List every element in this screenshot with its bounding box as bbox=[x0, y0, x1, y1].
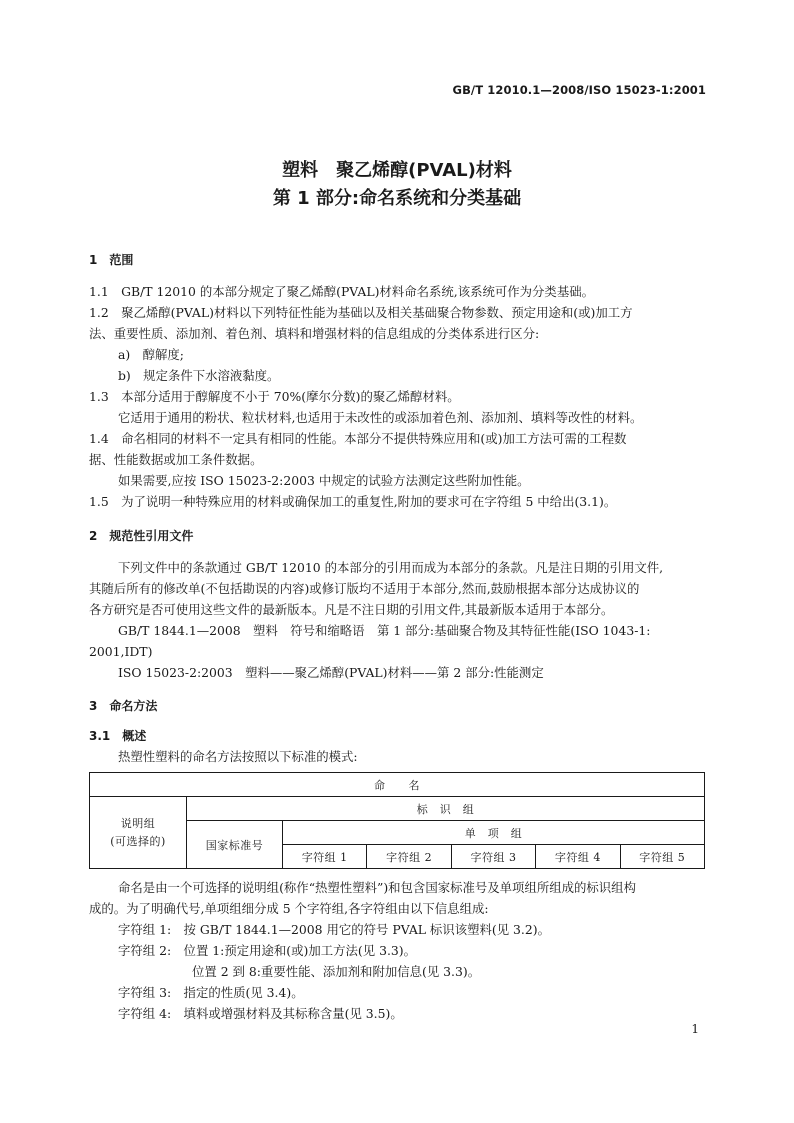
table-description-group bbox=[90, 797, 187, 869]
section-2-para-line-3: 各方研究是否可使用这些文件的最新版本。凡是不注日期的引用文件,其最新版本适用于本部分。 bbox=[89, 602, 614, 617]
clause-1-2-line-2: 法、重要性质、添加剂、着色剂、填料和增强材料的信息组成的分类体系进行区分: bbox=[89, 326, 540, 341]
section-2-para-line-1: 下列文件中的条款通过 GB/T 12010 的本部分的引用而成为本部分的条款。凡是注日期的引用文件, bbox=[118, 560, 664, 575]
standard-code: GB/T 12010.1—2008/ISO 15023-1:2001 bbox=[452, 83, 706, 97]
list-item-b: b) 规定条件下水溶液黏度。 bbox=[118, 368, 280, 383]
table-single-item-group: 单 项 组 bbox=[283, 821, 705, 845]
section-2-heading: 2 规范性引用文件 bbox=[89, 529, 194, 543]
section-2-para-line-2: 其随后所有的修改单(不包括勘误的内容)或修订版均不适用于本部分,然而,鼓励根据本部分达成协议的 bbox=[89, 581, 640, 596]
naming-structure-table bbox=[89, 772, 705, 869]
clause-1-4-line-3: 如果需要,应按 ISO 15023-2:2003 中规定的试验方法测定这些附加性能。 bbox=[118, 473, 530, 488]
document-title-line-2: 第 1 部分:命名系统和分类基础 bbox=[272, 188, 522, 209]
character-group-2-desc-cont: 位置 2 到 8:重要性能、添加剂和附加信息(见 3.3)。 bbox=[192, 964, 481, 979]
table-cell-character-group-4: 字符组 4 bbox=[536, 845, 620, 869]
naming-intro: 热塑性塑料的命名方法按照以下标准的模式: bbox=[118, 749, 358, 764]
naming-explanation-line-2: 成的。为了明确代号,单项组细分成 5 个字符组,各字符组由以下信息组成: bbox=[89, 901, 489, 916]
optional-label: (可选择的) bbox=[110, 834, 166, 848]
character-group-4-desc: 字符组 4: 填料或增强材料及其标称含量(见 3.5)。 bbox=[118, 1006, 403, 1021]
section-1-heading: 1 范围 bbox=[89, 253, 134, 267]
clause-1-4-line-2: 据、性能数据或加工条件数据。 bbox=[89, 452, 263, 467]
table-cell-character-group-1: 字符组 1 bbox=[283, 845, 367, 869]
clause-1-4-line-1: 1.4 命名相同的材料不一定具有相同的性能。本部分不提供特殊应用和(或)加工方法可需的工程数 bbox=[89, 431, 627, 446]
character-group-2-desc: 字符组 2: 位置 1:预定用途和(或)加工方法(见 3.3)。 bbox=[118, 943, 417, 958]
clause-1-3-line-1: 1.3 本部分适用于醇解度不小于 70%(摩尔分数)的聚乙烯醇材料。 bbox=[89, 389, 460, 404]
reference-1-line-2: 2001,IDT) bbox=[89, 644, 153, 659]
list-item-a: a) 醇解度; bbox=[118, 347, 184, 362]
table-national-standard-number: 国家标准号 bbox=[187, 821, 283, 869]
reference-2: ISO 15023-2:2003 塑料——聚乙烯醇(PVAL)材料——第 2 部分:性能测定 bbox=[118, 665, 544, 680]
document-title-line-1: 塑料 聚乙烯醇(PVAL)材料 bbox=[282, 160, 512, 181]
clause-1-2-line-1: 1.2 聚乙烯醇(PVAL)材料以下列特征性能为基础以及相关基础聚合物参数、预定用途和(或)加工方 bbox=[89, 305, 633, 320]
table-header-naming: 命 名 bbox=[90, 773, 705, 797]
clause-1-5: 1.5 为了说明一种特殊应用的材料或确保加工的重复性,附加的要求可在字符组 5 中给出(3.1)。 bbox=[89, 494, 617, 509]
subsection-3-1-heading: 3.1 概述 bbox=[89, 729, 147, 743]
page-number: 1 bbox=[691, 1022, 699, 1036]
character-group-3-desc: 字符组 3: 指定的性质(见 3.4)。 bbox=[118, 985, 304, 1000]
clause-1-1: 1.1 GB/T 12010 的本部分规定了聚乙烯醇(PVAL)材料命名系统,该系统可作为分类基础。 bbox=[89, 284, 594, 299]
table-cell-character-group-5: 字符组 5 bbox=[620, 845, 704, 869]
clause-1-3-line-2: 它适用于通用的粉状、粒状材料,也适用于未改性的或添加着色剂、添加剂、填料等改性的材料。 bbox=[118, 410, 643, 425]
character-group-1-desc: 字符组 1: 按 GB/T 1844.1—2008 用它的符号 PVAL 标识该塑料(见 3.2)。 bbox=[118, 922, 550, 937]
section-3-heading: 3 命名方法 bbox=[89, 699, 158, 713]
description-group-label: 说明组 bbox=[120, 816, 156, 830]
naming-explanation-line-1: 命名是由一个可选择的说明组(称作“热塑性塑料”)和包含国家标准号及单项组所组成的标识组构 bbox=[118, 880, 636, 895]
table-identification-group: 标 识 组 bbox=[187, 797, 705, 821]
reference-1-line-1: GB/T 1844.1—2008 塑料 符号和缩略语 第 1 部分:基础聚合物及其特征性能(ISO 1043-1: bbox=[118, 623, 651, 638]
table-cell-character-group-3: 字符组 3 bbox=[451, 845, 535, 869]
table-cell-character-group-2: 字符组 2 bbox=[367, 845, 451, 869]
